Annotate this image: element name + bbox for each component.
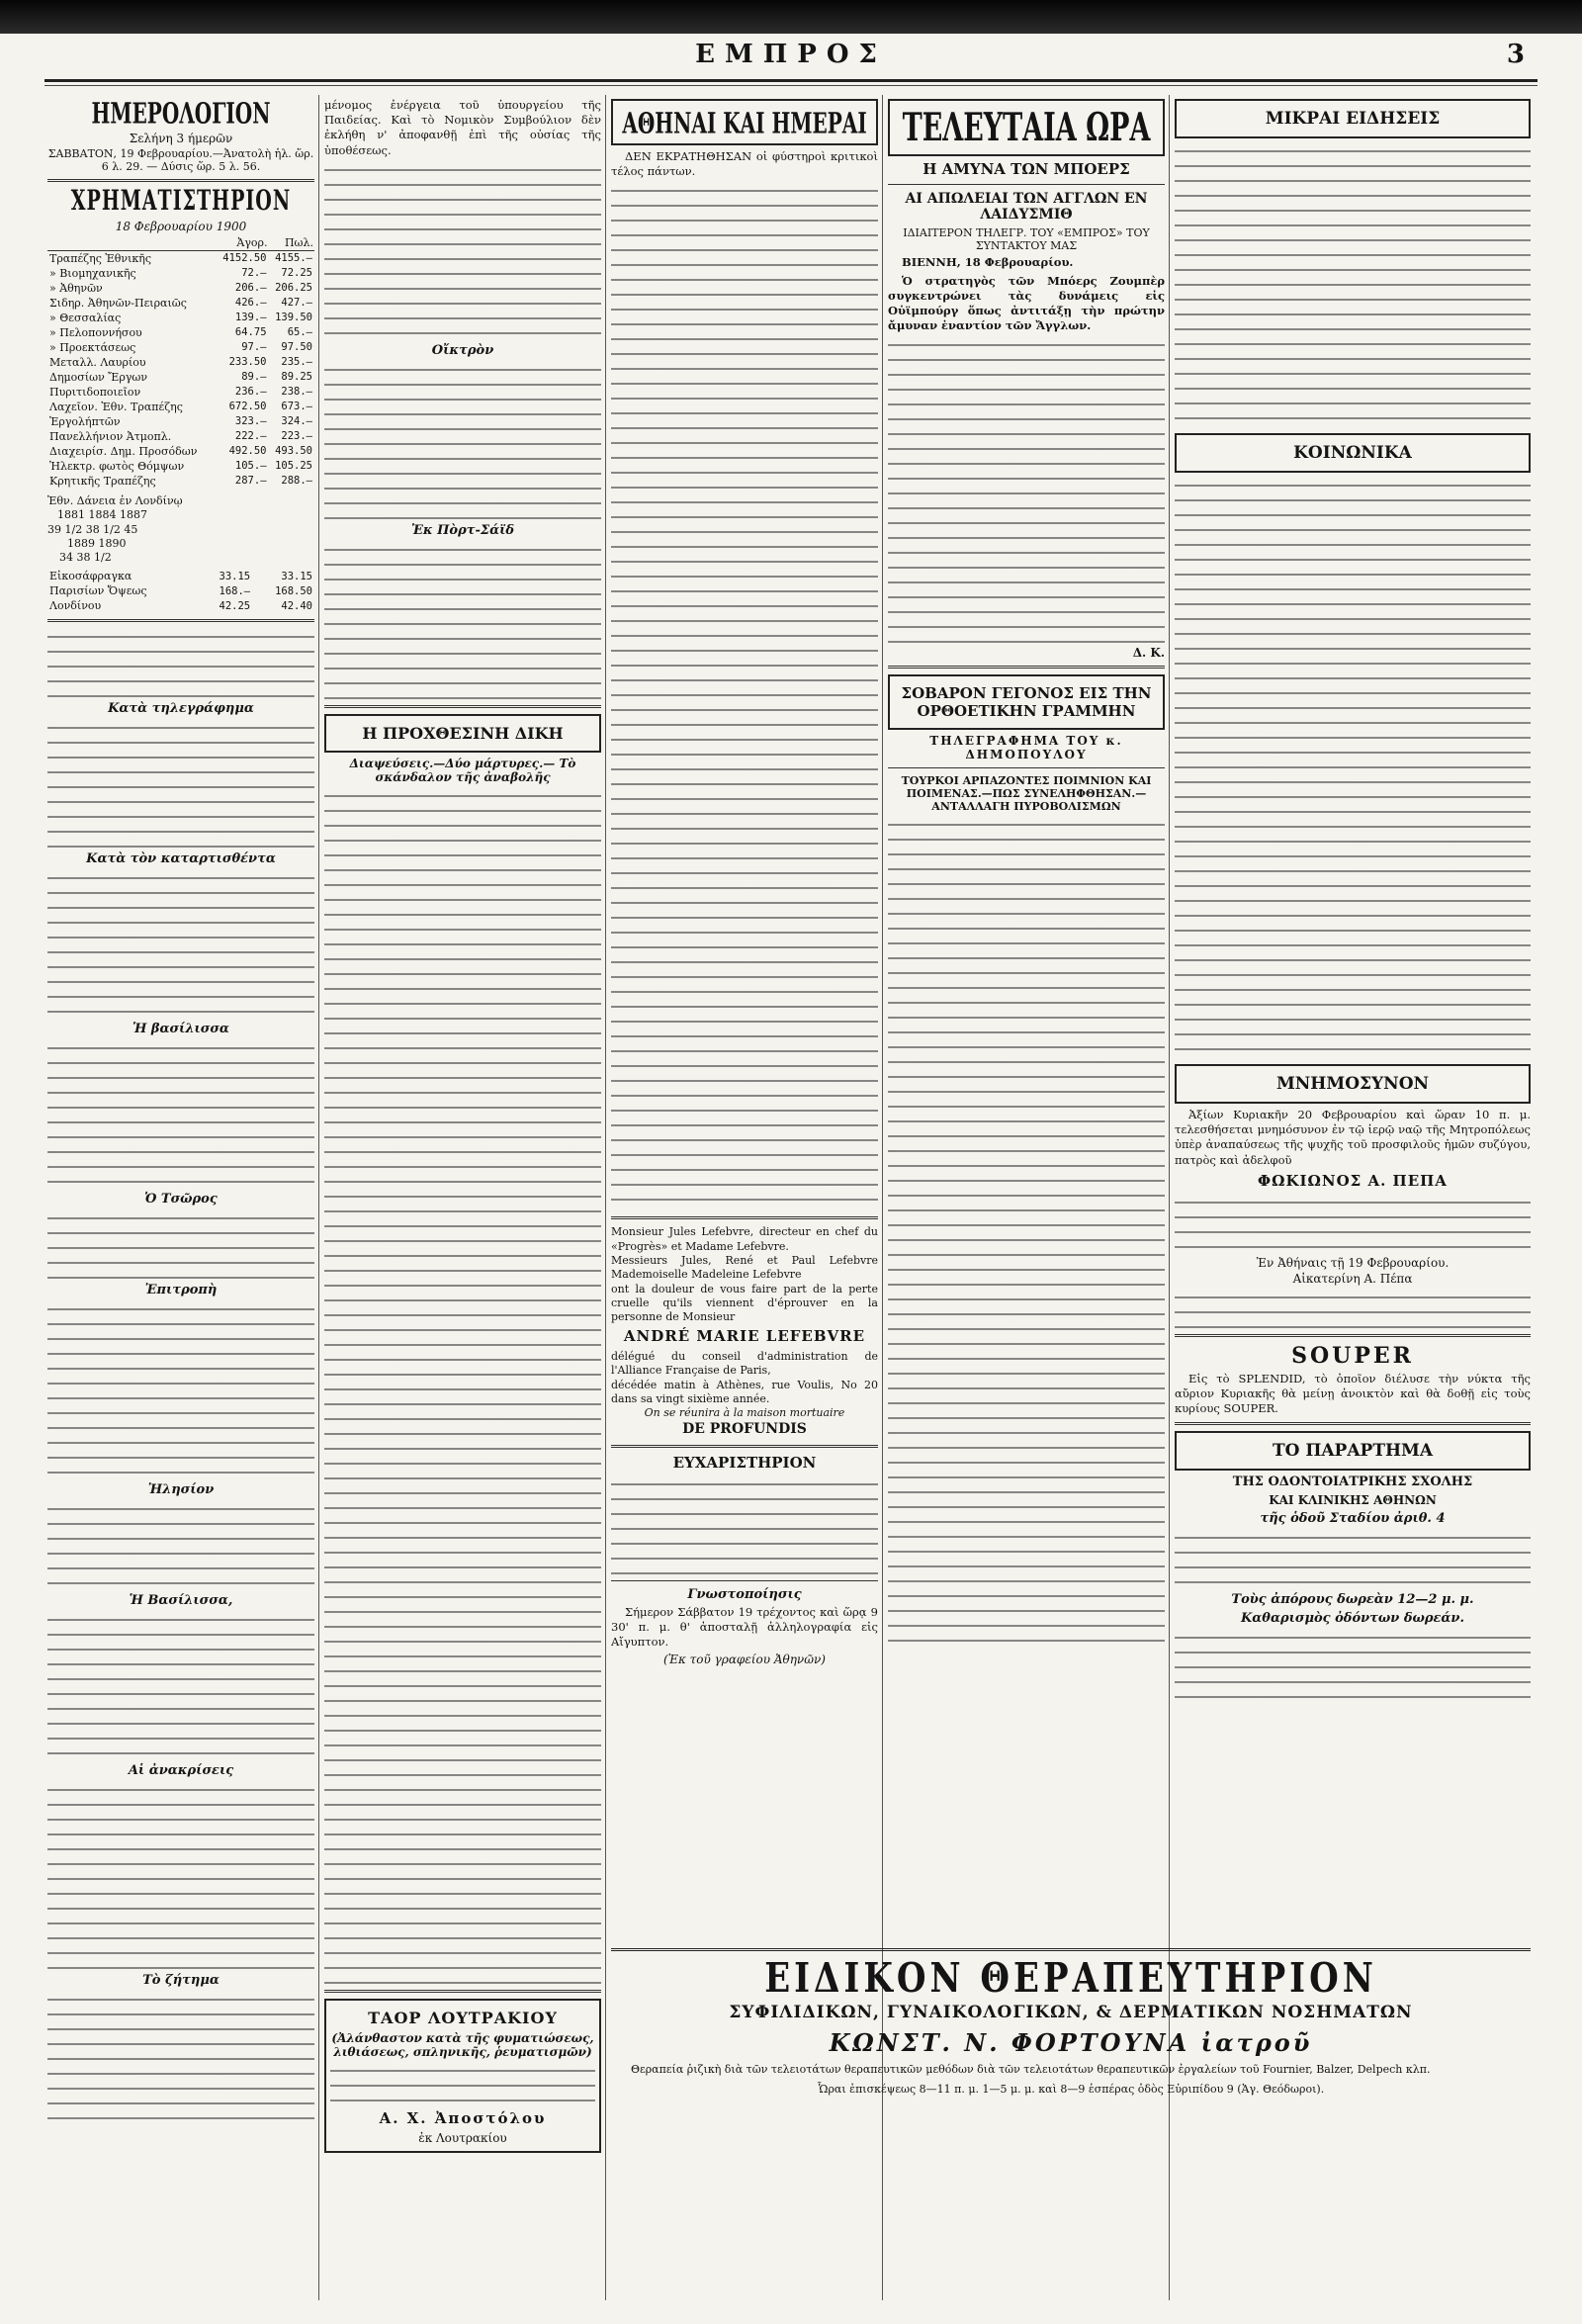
market-date: 18 Φεβρουαρίου 1900 [115,219,247,233]
section-title: ΑΘΗΝΑΙ ΚΑΙ ΗΜΕΡΑΙ [622,106,867,140]
buy-price: 206.— [234,282,267,295]
security-name: Σιδηρ. Ἀθηνῶν-Πειραιῶς [49,296,187,310]
buy-price: 97.— [241,341,267,354]
article-text [47,1300,314,1478]
column-1 [47,95,314,2300]
stock-row [47,281,314,296]
buy-price: 426.— [234,297,267,310]
section-heading: Κατὰ τὸν καταρτισθέντα [86,851,276,867]
divider [324,705,601,708]
article-text [324,541,601,699]
sell-price: 288.— [281,475,312,488]
advert-hours: Ὧραι ἐπισκέψεως 8—11 π. μ. 1—5 μ. μ. καὶ 8—9 ἑσπέρας ὁδὸς Εὐριπίδου 9 (Ἁγ. Θεόδωροι). [817,2083,1325,2097]
article-text [1175,1194,1531,1253]
security-name: » Βιομηχανικῆς [49,266,136,280]
security-name: Ἐργολήπτῶν [49,414,121,428]
loans-values: 34 38 1/2 [59,551,112,565]
top-border [0,0,1582,34]
article-text [1175,142,1531,429]
security-name: Κρητικῆς Τραπέζης [49,474,156,488]
court-title: Η ΠΡΟΧΘΕΣΙΝΗ ΔΙΚΗ [362,723,564,743]
article-text [47,1991,314,2119]
security-name: Διαχειρίσ. Δημ. Προσόδων [49,444,198,458]
divider [47,619,314,622]
buy-price: 64.75 [234,326,267,339]
sell-price: 72.25 [281,267,312,280]
divider [611,1445,878,1448]
section-heading: Κατὰ τηλεγράφημα [108,701,254,717]
security-name: Παρισίων Ὄψεως [49,584,147,598]
fx-row [47,569,314,583]
sell-price: 206.25 [275,282,312,295]
sell-price: 168.50 [275,584,312,597]
notice-signature: (Ἐκ τοῦ γραφείου Ἀθηνῶν) [663,1653,826,1667]
article-text [47,628,314,697]
sell-price: 33.15 [281,570,312,582]
article-text [47,1500,314,1589]
sell-price: 238.— [281,386,312,399]
buy-price: 233.50 [228,356,267,369]
sell-price: 105.25 [275,460,312,473]
article-text [611,182,878,1210]
market-title: ΧΡΗΜΑΤΙΣΤΗΡΙΟΝ [70,185,292,217]
memorial-name: ΦΩΚΙΩΝΟΣ Α. ΠΕΠΑ [1258,1171,1448,1190]
calendar-moon: Σελήνη 3 ήμερῶν [129,132,233,145]
security-name: » Προεκτάσεως [49,340,136,354]
article-text [47,1611,314,1759]
sell-price: 223.— [281,430,312,443]
telegram-subtitle: ΤΟΥΡΚΟΙ ΑΡΠΑΖΟΝΤΕΣ ΠΟΙΜΝΙΟΝ ΚΑΙ ΠΟΙΜΕΝΑΣ.—ΠΩΣ ΣΥΝΕΛΗΦΘΗΣΑΝ.—ΑΝΤΑΛΛΑΓΗ ΠΥΡΟΒΟΛΙΣΜΩΝ [901,774,1152,814]
stock-header-sell: Πωλ. [269,235,314,251]
memorial-signature: Αἰκατερίνη Α. Πέπα [1292,1271,1413,1286]
divider [888,767,1165,768]
divider [47,179,314,182]
sell-price: 139.50 [275,312,312,324]
security-name: Πανελλήνιον Ἀτμοπλ. [49,429,172,443]
article-text [611,1475,878,1574]
section-title: ΜΙΚΡΑΙ ΕΙΔΗΣΕΙΣ [1265,109,1441,129]
advert-doctor: ΚΩΝΣΤ. Ν. ΦΟΡΤΟΥΝΑ ἰατροῦ [829,2028,1313,2057]
notice-heading: Γνωστοποίησις [687,1586,802,1602]
annex-address: τῆς ὁδοῦ Σταδίου ἀριθ. 4 [1260,1511,1446,1527]
security-name: Πυριτιδοποιεῖον [49,385,141,399]
annex-subtitle: ΚΑΙ ΚΛΙΝΙΚΗΣ ΑΘΗΝΩΝ [1269,1493,1437,1508]
loans-block [47,494,314,565]
sell-price: 324.— [281,415,312,428]
article-text [47,1209,314,1279]
buy-price: 4152.50 [222,252,267,265]
newspaper-title: ΕΜΠΡΟΣ [695,40,887,69]
article-text [324,161,601,339]
article-opening: μένομος ἐνέργεια τοῦ ὑπουργείου τῆς Παιδείας. Καὶ τὸ Νομικὸν Συμβούλιον δὲν ἐκλήθη ν' ἀποφανθῇ ἐπὶ τῆς οὐσίας τῆς ὑποθέσεως. [324,98,601,157]
section-title-box [611,99,878,145]
court-subtitle: Διαψεύσεις.—Δύο μάρτυρες.— Τὸ σκάνδαλον τῆς ἀναβολῆς [349,756,576,784]
calendar-sun: ΣΑΒΒΑΤΟΝ, 19 Φεβρουαρίου.—Ἀνατολὴ ἡλ. ὥρ. 6 λ. 29. — Δύσις ὥρ. 5 λ. 56. [47,147,314,173]
section-heading: Ἠλησίον [147,1482,215,1498]
annex-box [1175,1431,1531,1471]
signature: Δ. Κ. [1132,646,1165,661]
ad-place: ἐκ Λουτρακίου [418,2130,507,2145]
buy-price: 33.15 [219,570,251,582]
article-text [47,1039,314,1188]
section-heading: Ὁ Τσῶρος [144,1192,218,1207]
stock-row [47,250,314,266]
fx-row [47,598,314,613]
stock-row [47,429,314,444]
notice-line: Monsieur Jules Lefebvre, directeur en chef du «Progrès» et Madame Lefebvre. [611,1225,878,1253]
loutraki-ad [324,1999,601,2153]
ad-subtitle: (Ἀλάνθαστον κατὰ τῆς φυματιώσεως, λιθιάσεως, σπληνικῆς, ῥευματισμῶν) [331,2030,594,2059]
security-name: Λαχεῖον. Ἐθν. Τραπέζης [49,400,183,413]
sell-price: 42.40 [281,599,312,612]
stock-table [47,235,314,489]
section-title-box [1175,433,1531,473]
masthead-rule-thin [44,85,1538,86]
fx-row [47,583,314,598]
calendar-title: ΗΜΕΡΟΛΟΓΙΟΝ [91,96,271,131]
loans-years: 1881 1884 1887 [57,508,147,522]
column-rule [605,95,606,2300]
byline: ΙΔΙΑΙΤΕΡΟΝ ΤΗΛΕΓΡ. ΤΟΥ «ΕΜΠΡΟΣ» ΤΟΥ ΣΥΝΤΑΚΤΟΥ ΜΑΣ [903,226,1150,253]
annex-title: ΤΟ ΠΑΡΑΡΤΗΜΑ [1272,1441,1434,1462]
fx-table [47,569,314,613]
ad-signature: Α. Χ. Ἀποστόλου [379,2108,547,2127]
buy-price: 492.50 [228,445,267,458]
dateline: ΒΙΕΝΝΗ, 18 Φεβρουαρίου. [902,255,1074,270]
stock-row [47,266,314,281]
notice-closing: DE PROFUNDIS [682,1421,807,1438]
buy-price: 323.— [234,415,267,428]
funeral-notice [611,1225,878,1438]
article-text [47,869,314,1018]
headline: ΣΟΒΑΡΟΝ ΓΕΓΟΝΟΣ ΕΙΣ ΤΗΝ ΟΡΘΟΕΤΙΚΗΝ ΓΡΑΜΜΗΝ [901,684,1152,721]
buy-price: 72.— [241,267,267,280]
article-text [1175,1629,1531,1708]
buy-price: 287.— [234,475,267,488]
stock-header-row [47,235,314,251]
page-number: 3 [1506,40,1525,69]
annex-hours: Τοὺς ἀπόρους δωρεὰν 12—2 μ. μ. [1231,1592,1474,1608]
security-name: » Θεσσαλίας [49,311,122,324]
notice-line: Messieurs Jules, René et Paul Lefebvre Mademoiselle Madeleine Lefebvre [611,1253,878,1282]
section-heading: Τὸ ζήτημα [142,1973,220,1989]
sell-price: 493.50 [275,445,312,458]
security-name: Τραπέζης Ἐθνικῆς [49,251,152,265]
stock-row [47,296,314,311]
buy-price: 42.25 [219,599,251,612]
stock-row [47,414,314,429]
sell-price: 427.— [281,297,312,310]
divider [1175,1334,1531,1337]
security-name: Λονδίνου [49,599,102,613]
notice-line: décédée matin à Athènes, rue Voulis, No 20 dans sa vingt sixième année. [611,1378,878,1405]
divider [888,184,1165,185]
sell-price: 235.— [281,356,312,369]
divider [324,1990,601,1993]
notice-deceased-name: ANDRÉ MARIE LEFEBVRE [623,1327,866,1346]
stock-row [47,340,314,355]
section-heading: Ἐκ Πὸρτ-Σάϊδ [410,522,515,538]
section-heading: Ἡ βασίλισσα [132,1022,229,1037]
buy-price: 222.— [234,430,267,443]
thanks-title: ΕΥΧΑΡΙΣΤΗΡΙΟΝ [672,1453,817,1472]
article-text [1175,477,1531,1060]
buy-price: 236.— [234,386,267,399]
memorial-text: Ἀξίων Κυριακῆν 20 Φεβρουαρίου καὶ ὥραν 10 π. μ. τελεσθήσεται μνημόσυνον ἐν τῷ ἱερῷ ναῷ τῆς Μητροπόλεως ὑπὲρ ἀναπαύσεως τῆς ψυχῆς τοῦ προσφιλοῦς ἡμῶν συζύγου, πατρὸς καὶ ἀδελφοῦ [1175,1108,1531,1167]
court-title-box [324,714,601,753]
divider [888,666,1165,669]
section-title-box [1175,99,1531,138]
buy-price: 139.— [234,312,267,324]
stock-row [47,355,314,370]
stock-row [47,385,314,400]
notice-text: Σήμερον Σάββατον 19 τρέχοντος καὶ ὥρᾳ 9 30' π. μ. θ' ἀποσταλῇ ἀλληλογραφία εἰς Αἴγυπτον. [611,1604,878,1649]
stock-row [47,459,314,474]
late-news-box [888,99,1165,156]
column-rule [318,95,319,2300]
buy-price: 89.— [241,371,267,384]
article-text [47,719,314,848]
stock-row [47,325,314,340]
article-opening: ΔΕΝ ΕΚΡΑΤΗΘΗΣΑΝ οἱ φύστηροὶ κριτικοὶ τέλος πάντων. [611,149,878,179]
advert-subtitle: ΣΥΦΙΛΙΔΙΚΩΝ, ΓΥΝΑΙΚΟΛΟΓΙΚΩΝ, & ΔΕΡΜΑΤΙΚΩΝ ΝΟΣΗΜΑΤΩΝ [729,2003,1413,2022]
souper-title: SOUPER [1291,1342,1414,1369]
memorial-box [1175,1064,1531,1104]
sell-price: 97.50 [281,341,312,354]
loans-years: 1889 1890 [67,536,127,550]
stock-row [47,311,314,325]
divider [1175,1422,1531,1425]
security-name: Εἰκοσάφραγκα [49,570,132,583]
memorial-date: Ἐν Ἀθήναις τῇ 19 Φεβρουαρίου. [1256,1255,1450,1270]
buy-price: 672.50 [228,401,267,413]
column-2 [324,95,601,2300]
headline: ΑΙ ΑΠΩΛΕΙΑΙ ΤΩΝ ΑΓΓΛΩΝ ΕΝ ΛΑΙΔΥΣΜΙΘ [905,191,1148,223]
loans-values: 39 1/2 38 1/2 45 [47,522,138,536]
ad-title: ΤΑΟΡ ΛΟΥΤΡΑΚΙΟΥ [368,2008,558,2027]
ad-text [330,2062,595,2105]
article-text [324,787,601,1984]
stock-header-buy: Ἀγορ. [216,235,268,251]
stock-row [47,474,314,489]
section-heading: Ἐπιτροπὴ [144,1283,218,1298]
article-text [888,336,1165,643]
security-name: Δημοσίων Ἔργων [49,370,148,384]
buy-price: 105.— [234,460,267,473]
advert-title: ΕΙΔΙΚΟΝ ΘΕΡΑΠΕΥΤΗΡΙΟΝ [764,1955,1377,2003]
section-title: ΜΝΗΜΟΣΥΝΟΝ [1275,1074,1430,1094]
security-name: » Πελοποννήσου [49,325,142,339]
article-text [324,361,601,519]
security-name: Ἠλεκτρ. φωτὸς Θόμψων [49,459,185,473]
section-heading: Ἡ Βασίλισσα, [129,1593,233,1609]
sell-price: 673.— [281,401,312,413]
security-name: Μεταλλ. Λαυρίου [49,355,146,369]
divider [611,1580,878,1581]
notice-line: délégué du conseil d'administration de l'Alliance Française de Paris, [611,1349,878,1378]
stock-row [47,370,314,385]
article-text [888,816,1165,1647]
clinic-advert [611,1948,1531,2109]
sell-price: 89.25 [281,371,312,384]
souper-text: Εἰς τὸ SPLENDID, τὸ ὁποῖον διέλυσε τὴν νύκτα τῆς αὔριον Κυριακῆς θὰ μείνῃ ἀνοικτὸν καὶ θὰ δοθῇ εἰς τοὺς κυρίους SOUPER. [1175,1371,1531,1416]
security-name: » Ἀθηνῶν [49,281,103,295]
sell-price: 4155.— [275,252,312,265]
divider [611,1216,878,1219]
late-news-title: ΤΕΛΕΥΤΑΙΑ ΩΡΑ [902,106,1151,151]
section-heading: Οἴκτρὸν [431,342,494,358]
masthead-rule [44,79,1538,82]
stock-row [47,400,314,414]
annex-subtitle: ΤΗΣ ΟΔΟΝΤΟΙΑΤΡΙΚΗΣ ΣΧΟΛΗΣ [1232,1475,1473,1490]
section-title: ΚΟΙΝΩΝΙΚΑ [1293,443,1412,463]
serious-event-box [888,674,1165,730]
notice-line: On se réunira à la maison mortuaire [644,1406,845,1420]
article-text [47,1781,314,1969]
article-text [1175,1289,1531,1328]
advert-text: Θεραπεία ῥιζικὴ διὰ τῶν τελειοτάτων θεραπευτικῶν μεθόδων διὰ τῶν τελειοτάτων θεραπευτικῶν ἐργαλείων τοῦ Fournier, Balzer, Delpech κλπ. [631,2063,1431,2076]
article-text [1175,1529,1531,1588]
buy-price: 168.— [219,584,251,597]
headline: Η ΑΜΥΝΑ ΤΩΝ ΜΠΟΕΡΣ [923,160,1130,179]
section-heading: Αἱ ἀνακρίσεις [128,1763,234,1779]
sell-price: 65.— [287,326,312,339]
notice-line: ont la douleur de vous faire part de la perte cruelle qu'ils viennent d'éprouver en la personne de Monsieur [611,1282,878,1324]
annex-free: Καθαρισμὸς ὀδόντων δωρεάν. [1241,1611,1464,1627]
stock-row [47,444,314,459]
telegram-label: ΤΗΛΕΓΡΑΦΗΜΑ ΤΟΥ κ. ΔΗΜΟΠΟΥΛΟΥ [929,734,1123,762]
article-opening: Ὁ στρατηγὸς τῶν Μπόερς Ζουμπὲρ συγκεντρώνει τὰς δυνάμεις εἰς Οὐϊμπούργ ὅπως ἀντιτάξῃ τὴν πρώτην ἄμυναν ἐναντίον τῶν Ἄγγλων. [888,273,1165,333]
loans-title: Ἐθν. Δάνεια ἐν Λονδίνῳ [47,493,183,507]
